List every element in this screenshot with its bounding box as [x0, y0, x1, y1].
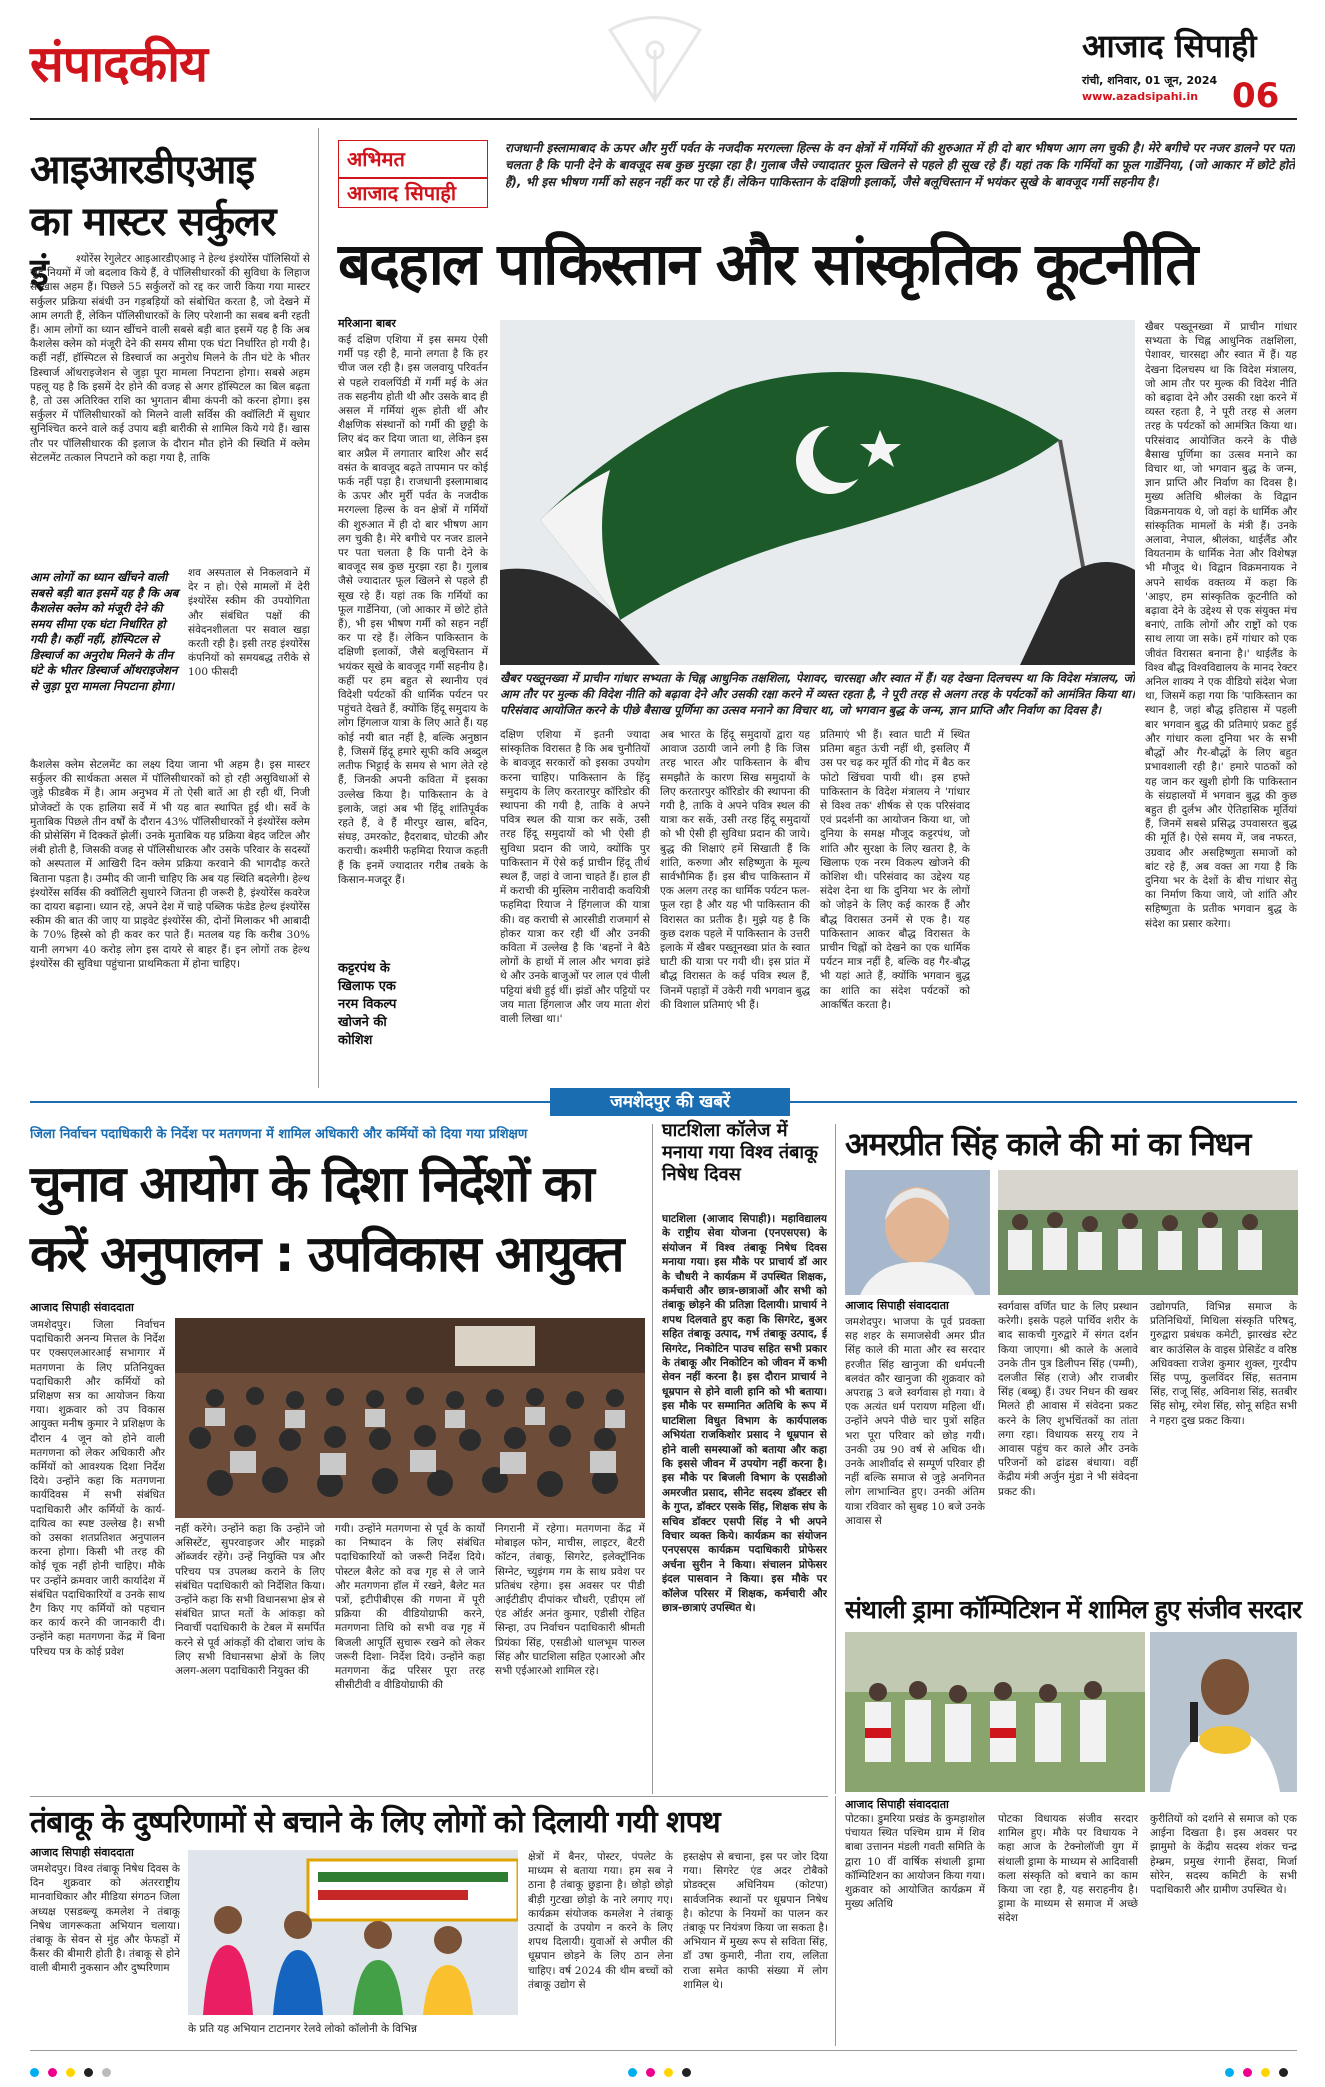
opinion-col-3: अब भारत के हिंदू समुदायों द्वारा यह आवाज उठायी जाने लगी है कि जिस तरह भारत और पाकिस्तान के बीच समझौते के कारण सिख समुदायों के लिए करतारपुर कॉरिडोर की स्थापना की गयी है, ताकि वे अपने पवित्र स्थल की यात्रा कर सकें, उसी तरह हिंदू समुदायों को भी ऐसी ही सुविधा प्रदान की जाये। बुद्ध की शिक्षाएं हमें सिखाती हैं कि शांति, करुणा और सहिष्णुता के मूल्य सार्वभौमिक हैं। इस बीच पाकिस्तान में एक अलग तरह का धार्मिक पर्यटन फल-फूल रहा है और यह भी पाकिस्तान की विरासत का प्रतीक है। मुझे यह है कि कुछ दशक पहले में पाकिस्तान के उत्तरी इलाके में खैबर पख्तूनख्वा प्रांत के स्वात घाटी की यात्रा पर गयी थी। इस प्रांत में बौद्ध विरासत के कई पवित्र स्थल हैं, जिनमें पहाड़ों में उकेरी गयी भगवान बुद्ध की विशाल प्रतिमाएं भी हैं। [660, 729, 810, 1011]
tobacco-col-1: जमशेदपुर। विश्व तंबाकू निषेध दिवस के दिन शुक्रवार को अंतरराष्ट्रीय मानवाधिकार और मीडिया संगठन जिला अध्यक्ष एसडब्ल्यू कमलेश ने तंबाकू निषेध जागरूकता अभियान चलाया। तंबाकू के सेवन से मुंह और फेफड़ों में कैंसर की बीमारी होती है। तंबाकू से होने वाली बीमारी नुकसान और दुष्परिणाम [30, 1863, 180, 1975]
dot-yellow [664, 2068, 673, 2077]
editorial-dropcap: इं [30, 250, 49, 294]
obituary-byline: आजाद सिपाही संवाददाता [845, 1299, 949, 1312]
pen-nib-icon [590, 10, 720, 105]
election-divider [652, 1124, 653, 1794]
dot-cyan [628, 2068, 637, 2077]
dot-grey [102, 2068, 111, 2077]
mla-speaking-photo [1150, 1632, 1297, 1792]
audience-illustration [175, 1318, 645, 1518]
opinion-col-1: कई दक्षिण एशिया में इस समय ऐसी गर्मी पड़ रही है, मानो लगता है कि हर चीज जल रही है। इस जलवायु परिवर्तन से पहले रावलपिंडी में गर्मी मई के अंत तक सहनीय होती थी और उसके बाद ही असल में गर्मियां शुरू होती थीं और शैक्षणिक संस्थानों को गर्मी की छुट्टी के लिए बंद कर दिया जाता था, लेकिन इस बार अप्रैल में लगातार बारिश और सर्द वसंत के बावजूद बढ़ते तापमान पर कोई फर्क नहीं पड़ा है। राजधानी इस्लामाबाद के ऊपर और मुर्री पर्वत के नजदीक मरगल्ला हिल्स के वन क्षेत्रों में गर्मियों की शुरुआत में ही दो बार भीषण आग लग चुकी है। मेरे बगीचे पर नजर डालने पर पता चलता है कि पानी देने के बावजूद सब कुछ मुरझा रहा है। गुलाब जैसे ज्यादातर फूल खिलने से पहले ही सूख रहे हैं। यहां तक कि गर्मियों का फूल गार्डेनिया, (जो आकार में छोटे होते हैं), भी इस भीषण गर्मी को सहन नहीं कर पा रहे हैं। लेकिन पाकिस्तान के दक्षिणी इलाकों, जैसे बलूचिस्तान में भयंकर सूखे के बावजूद गर्मी सहनीय है। कहीं पर हम बहुत से स्थानीय एवं विदेशी पर्यटकों की धार्मिक पर्यटन पर पहुंचते देखते हैं, क्योंकि हिंदू समुदाय के लोग हिंगलाज यात्रा के लिए आते हैं। यह कोई नयी बात नहीं है, बल्कि अनुष्ठान है, जिसमें हिंदू हमारे सूफी कवि अब्दुल लतीफ भिट्टाई के समय से भाग लेते रहे हैं, जिनकी अपनी कविता में इसका उल्लेख किया है। पाकिस्तान के वे इलाके, जहां अब भी हिंदू शांतिपूर्वक रहते हैं, वे हैं मीरपुर खास, बदिन, संघड़, उमरकोट, हैदराबाद, घोटकी और कराची। कश्मीरी फहमिदा रियाज कहती हैं कि इनमें ज्यादातर गरीब तबके के किसान-मजदूर हैं। [338, 334, 488, 886]
pull-quote-text: आम लोगों का ध्यान खींचने वाली सबसे बड़ी बात इसमें यह है कि अब कैशलेस क्लेम को मंजूरी देने की समय सीमा एक घंटा निर्धारित हो गयी है। कहीं नहीं, हॉस्पिटल से डिस्चार्ज का अनुरोध मिलने के तीन घंटे के भीतर डिस्चार्ज ऑथराइजेशन से जुड़ा पूरा मामला निपटाना होगा। [30, 570, 179, 693]
tobacco-byline: आजाद सिपाही संवाददाता [30, 1846, 134, 1859]
registration-dots-center [628, 2062, 695, 2081]
mourners-illustration [998, 1170, 1298, 1295]
obituary-col-1: जमशेदपुर। भाजपा के पूर्व प्रवक्ता सह शहर के समाजसेवी अमर प्रीत सिंह काले की माता और स्व सरदार हरजीत सिंह खानुजा की धर्मपत्नी बलवंत कौर खानुजा की शुक्रवार को अपराह्न 3 बजे स्वर्गवास हो गया। वे एक अत्यंत धर्म परायण महिला थीं। उन्होंने अपने पीछे चार पुत्रों सहित भरा पूरा परिवार को छोड़ गयी। उनकी उम्र 90 वर्ष से अधिक थी। उनके आशीर्वाद से सम्पूर्ण परिवार ही नहीं बल्कि समाज से जुड़े अनगिनत लोग लाभान्वित हुए। उनकी अंतिम यात्रा रविवार को सुबह 10 बजे उनके आवास से [845, 1316, 985, 1527]
dot-black [84, 2068, 93, 2077]
santhali-col-1: पोटका। डुमरिया प्रखंड के कुमड़ाशोल पंचायत स्थित पश्चिम ग्राम में शिव बाबा उत्तानन मंडली गवती समिति के द्वारा 10 वीं वार्षिक संथाली ड्रामा कॉम्पिटिशन का आयोजन किया गया। शुक्रवार को आयोजित कार्यक्रम में मुख्य अतिथि [845, 1813, 985, 1911]
date-line: रांची, शनिवार, 01 जून, 2024 [1082, 74, 1218, 87]
speaker-illustration [1150, 1632, 1297, 1792]
portrait-photo [845, 1170, 990, 1295]
obituary-col-2: स्वर्गवास वर्णित घाट के लिए प्रस्थान करेगी। इसके पहले पार्थिव शरीर के बाद साकची गुरुद्वारे में संगत दर्शन किया जाएगा। श्री काले के अलावे उनके तीन पुत्र डिलीपन सिंह (पम्मी), दलजीत सिंह (राजे) और राजबीर सिंह (बब्बू) हैं। उधर निधन की खबर मिलते ही आवास में संवेदना प्रकट करने के लिए शुभचिंतकों का तांता लगा रहा। विधायक सरयू राय ने आवास पहुंच कर काले और उनके परिजनों को ढांढस बंधाया। वहीं केंद्रीय मंत्री अर्जुन मुंडा ने भी संवेदना प्रकट की। [998, 1301, 1138, 1498]
obituary-headline: अमरप्रीत सिंह काले की मां का निधन [845, 1125, 1251, 1163]
dot-black [682, 2068, 691, 2077]
election-headline-2: करें अनुपालन : उपविकास आयुक्त [30, 1225, 623, 1283]
bottom-divider [835, 1796, 836, 2046]
election-col-3: गयी। उन्होंने मतगणना से पूर्व के कार्यों का निष्पादन के लिए संबंधित पदाधिकारियों को जरूरी निर्देश दिये। पोस्टल बैलेट को वज्र गृह से ले जाने और मतगणना हॉल में रखने, बैलेट मत पत्रों, इटीपीबीएस की गणना में पूरी प्रक्रिया की वीडियोग्राफी करने, मतगणना तिथि को सभी वज्र गृह में बिजली आपूर्ति सुचारू रखने को लेकर जरूरी दिशा- निर्देश दिये। उन्होंने कहा मतगणना केंद्र परिसर पूरा तरह सीसीटीवी व वीडियोग्राफी की [335, 1523, 485, 1692]
banner-label: जमशेदपुर की खबरें [550, 1088, 790, 1116]
dot-black [1279, 2068, 1288, 2077]
dot-magenta [48, 2068, 57, 2077]
santhali-headline: संथाली ड्रामा कॉम्पिटिशन में शामिल हुए संजीव सरदार [845, 1595, 1302, 1624]
tobacco-top-rule [30, 1796, 828, 1797]
dot-yellow [66, 2068, 75, 2077]
editorial-title-1: आइआरडीएआइ [30, 147, 255, 193]
dot-magenta [646, 2068, 655, 2077]
jamshedpur-banner [30, 1088, 1297, 1116]
dot-cyan [30, 2068, 39, 2077]
ghatshila-body: घाटशिला (आजाद सिपाही)। महाविद्यालय के राष्ट्रीय सेवा योजना (एनएसएस) के संयोजन में विश्व तंबाकू निषेध दिवस मनाया गया। इस मौके पर प्राचार्य डॉ आर के चौधरी ने कार्यक्रम में उपस्थित शिक्षक, कर्मचारी और छात्र-छात्राओं और सभी को तंबाकू छोड़ने की प्रतिज्ञा दिलायी। प्राचार्य ने शपथ दिलवाते हुए कहा कि सिगरेट, बुअर सहित तंबाकू उत्पाद, गर्भ तंबाकू उत्पाद, ई सिगरेट, निकोटिन पाउच सहित सभी प्रकार के तंबाकू और निकोटिन को जीवन में कभी सेवन नहीं करना है। इस दौरान प्राचार्य ने धूम्रपान से होने वाली हानि को भी बताया। इस मौके पर सम्मानित अतिथि के रूप में घाटशिला विधुत विभाग के कार्यपालक अभियंता राजकिशोर प्रसाद ने धूम्रपान से होने वाली समस्याओं को बताया और कहा कि इससे जीवन में उपयोग नहीं करना है। इस मौके पर बिजली विभाग के एसडीओ अमरजीत प्रसाद, सीनेट सदस्य डॉक्टर सी के गुप्त, डॉक्टर एसके सिंह, शिक्षक संघ के सचिव डॉक्टर एसपी सिंह ने भी अपने विचार व्यक्त किये। कार्यक्रम का संयोजन एनएसएस कार्यक्रम पदाधिकारी प्रोफेसर अर्चना सुरीन ने किया। संचालन प्रोफेसर इंदल पासवान ने किया। इस मौके पर कॉलेज परिसर में शिक्षक, कर्मचारी और छात्र-छात्राएं उपस्थित थे। [662, 1213, 827, 1614]
editorial-para-3: कैशलेस क्लेम सेटलमेंट का लक्ष्य दिया जाना भी अहम है। इस मास्टर सर्कुलर की सार्थकता असल में पॉलिसीधारकों को हो रही असुविधाओं से जुड़े फीडबैक में है। आम अनुभव में तो ऐसी बातें आ ही रही थीं, निजी प्रोजेक्टों के एक हालिया सर्वे में भी यह बात स्थापित हुई थी। सर्वे के मुताबिक पिछले तीन वर्षों के दौरान 43% पॉलिसीधारकों ने इंश्योरेंस क्लेम की प्रोसेसिंग में दिक्कतें झेलीं। उनके मुताबिक यह प्रक्रिया बेहद जटिल और लंबी होती है, जिसकी वजह से पॉलिसीधारक और उसके परिवार के सदस्यों को अस्पताल में आखिरी दिन क्लेम प्रक्रिया करवाने की भागदौड़ करते बिताना पड़ता है। उम्मीद की जानी चाहिए कि अब यह स्थिति बदलेगी। हेल्थ इंश्योरेंस सर्विस की क्वॉलिटी सुधारने जितना ही जरूरी है, इंश्योरेंस कवरेज का दायरा बढ़ाना। ध्यान रहे, अपने देश में चाहे पब्लिक फंडेड हेल्थ इंश्योरेंस स्कीम की बात की जाए या प्राइवेट इंश्योरेंस की, दोनों मिलाकर भी आबादी के 70% हिस्से को ही कवर कर पाते हैं। मतलब यह कि करीब 30% यानी लगभग 40 करोड़ लोग इस दायरे से बाहर हैं। इन लोगों तक हेल्थ इंश्योरेंस की सुविधा पहुंचाना प्राथमिकता में होना चाहिए। [30, 759, 310, 970]
tobacco-col-3: हस्तक्षेप से बचाना, इस पर जोर दिया गया। सिगरेट एंड अदर टोबैको प्रोडक्ट्स अधिनियम (कोटपा) सार्वजनिक स्थानों पर धूम्रपान निषेध है। कोटपा के नियमों का पालन कर तंबाकू पर नियंत्रण किया जा सकता है। अभियान में मुख्य रूप से सविता सिंह, डॉ उषा कुमारी, नीता राय, ललिता राजा समेत काफी संख्या में लोग शामिल थे। [683, 1851, 828, 1991]
opinion-col-4b [980, 728, 1130, 1080]
tobacco-col-0b: के प्रति यह अभियान टाटानगर रेलवे लोको कॉलोनी के विभिन्न [188, 2023, 418, 2035]
opinion-sidebar [338, 960, 418, 1080]
drama-stage-photo [845, 1632, 1145, 1792]
pakistan-flag-photo [500, 320, 1135, 665]
election-kicker: जिला निर्वाचन पदाधिकारी के निर्देश पर मतगणना में शामिल अधिकारी और कर्मियों को दिया गया प्रशिक्षण [30, 1127, 528, 1142]
training-hall-photo [175, 1318, 645, 1518]
editorial-title-2: का मास्टर सर्कुलर [30, 199, 276, 245]
photo-caption: खैबर पख्तूनख्वा में प्राचीन गांधार सभ्यता के चिह्न आधुनिक तक्षशिला, पेशावर, चारसद्दा और स्वात में हैं। यह देखना दिलचस्प था कि विदेश मंत्रालय, जो आम तौर पर मुल्क की विदेश नीति को बढ़ावा देने और उसकी रक्षा करने में व्यस्त रहता है, ने पूरी तरह से अलग तरह के पर्यटकों को आमंत्रित किया था। परिसंवाद आयोजित करने के पीछे बैसाख पूर्णिमा का उत्सव मनाने का विचार था, जो भगवान बुद्ध के जन्म, ज्ञान प्राप्ति और निर्वाण का दिवस है। [500, 671, 1135, 717]
pledge-photo [188, 1850, 518, 2015]
opinion-label [338, 140, 488, 208]
dot-cyan [1225, 2068, 1234, 2077]
mourners-photo [998, 1170, 1298, 1295]
santhali-byline: आजाद सिपाही संवाददाता [845, 1798, 949, 1811]
dot-yellow [1261, 2068, 1270, 2077]
registration-dots-right [1225, 2062, 1292, 2081]
obituary-col-3: उद्योगपति, विभिन्न समाज के प्रतिनिधियों, मिथिला संस्कृति परिषद्, गुरुद्वारा प्रबंधक कमेटी, झारखंड स्टेट बार काउंसिल के वाइस प्रेसिडेंट व वरिष्ठ अधिवक्ता राजेश कुमार शुक्ल, गुरदीप सिंह पप्पू, कुलविंदर सिंह, सतनाम सिंह, राजू सिंह, अविनाश सिंह, सतबीर सिंह सोमू, रमेश सिंह, सोनू सहित सभी ने गहरा दुख प्रकट किया। [1150, 1301, 1297, 1427]
opinion-label-top: अभिमत [347, 147, 405, 171]
paper-name: आजाद सिपाही [1082, 27, 1257, 65]
opinion-headline: बदहाल पाकिस्तान और सांस्कृतिक कूटनीति [338, 230, 1197, 298]
registration-dots-left [30, 2062, 115, 2081]
ghatshila-headline: घाटशिला कॉलेज में मनाया गया विश्व तंबाकू निषेध दिवस [662, 1120, 818, 1185]
masthead-rule [30, 118, 1297, 120]
editorial-para-2: शव अस्पताल से निकलवाने में देर न हो। ऐसे मामलों में देरी इंश्योरेंस स्कीम की उपयोगिता और संबंधित पक्षों की संवेदनशीलता पर सवाल खड़ा करती रही है। इसी तरह इंश्योरेंस कंपनियों को समयबद्ध तरीके से 100 फीसदी [188, 567, 310, 679]
election-col-4: निगरानी में रहेगा। मतगणना केंद्र में मोबाइल फोन, माचीस, लाइटर, बैटरी कॉटन, तंबाकू, सिगरेट, इलेक्ट्रॉनिक सिग्नेट, च्युइंगम गम के साथ प्रवेश पर प्रतिबंध रहेगा। इस अवसर पर पीडी आईटीडीए दीपांकर चौधरी, एडीएम लॉ एंड ऑर्डर अनंत कुमार, एडीसी रोहित सिन्हा, उप निर्वाचन पदाधिकारी श्रीमती प्रियंका सिंह, एसडीओ धालभूम पारुल सिंह और घाटशिला सहित एआरओ और सभी एईआरओ शामिल रहे। [495, 1523, 645, 1678]
opinion-author: मरिआना बाबर [338, 317, 396, 330]
opinion-col-2: दक्षिण एशिया में इतनी ज्यादा सांस्कृतिक विरासत है कि अब चुनौतियों के बावजूद सरकारों को इसका उपयोग करना चाहिए। पाकिस्तान के हिंदू समुदाय के लिए करतारपुर कॉरिडोर की स्थापना की गयी है, ताकि वे अपने पवित्र स्थल की यात्रा कर सकें, उसी तरह हिंदू समुदायों को भी ऐसी ही सुविधा प्रदान की जाये, क्योंकि पुर पाकिस्तान में ऐसे कई प्राचीन हिंदू तीर्थ स्थल हैं, जहां वे जाना चाहते हैं। हाल ही में कराची की मुस्लिम नारीवादी कवयित्री फहमिदा रियाज ने हिंगलाज की यात्रा की। वह कराची से आरसीडी राजमार्ग से होकर यात्रा कर रही थीं और उनकी कविता में उल्लेख है कि 'बहनों ने बैठे लोगों के हाथों में लाल और भगवा झंडे थे और उनके बाजुओं पर लाल एवं पीली पट्टियां बंधी हुई थीं। झंडों और पट्टियों पर जय माता हिंगलाज और जय माता शेरां वाली लिखा था।' [500, 729, 650, 1026]
dot-magenta [1243, 2068, 1252, 2077]
section-title: संपादकीय [30, 35, 208, 93]
editorial-pull-quote [30, 570, 180, 740]
portrait-illustration [845, 1170, 990, 1295]
website[interactable]: www.azadsipahi.in [1082, 90, 1199, 103]
opinion-intro: राजधानी इस्लामाबाद के ऊपर और मुर्री पर्वत के नजदीक मरगल्ला हिल्स के वन क्षेत्रों में गर्मियों की शुरुआत में ही दो बार भीषण आग लग चुकी है। मेरे बगीचे पर नजर डालने पर पता चलता है कि पानी देने के बावजूद सब कुछ मुरझा रहा है। गुलाब जैसे ज्यादातर फूल खिलने से पहले ही सूख रहे हैं। यहां तक कि गर्मियों का फूल गार्डेनिया, (जो आकार में छोटे होते हैं), भी इस भीषण गर्मी को सहन नहीं कर पा रहे हैं। लेकिन पाकिस्तान के दक्षिणी इलाकों, जैसे बलूचिस्तान में भयंकर सूखे के बावजूद गर्मी सहनीय है। [505, 141, 1295, 189]
sidebar-text: कट्टरपंथ के खिलाफ एक नरम विकल्प खोजने की कोशिश [338, 961, 397, 1048]
santhali-col-2: पोटका विधायक संजीव सरदार शामिल हुए। मौके पर विधायक ने कहा आज के टेक्नोलॉजी युग में संथाली ड्रामा के माध्यम से आदिवासी कला संस्कृति को बचाने का काम किया जा रहा है, यह सराहनीय है। ड्रामा के माध्यम से समाज में अच्छे संदेश [998, 1813, 1138, 1925]
opinion-col-4: प्रतिमाएं भी हैं। स्वात घाटी में स्थित प्रतिमा बहुत ऊंची नहीं थी, इसलिए मैं उस पर चढ़ कर मूर्ति की गोद में बैठ कर फोटो खिंचवा पायी थी। इस हफ्ते पाकिस्तान के विदेश मंत्रालय ने 'गांधार से विश्व तक' शीर्षक से एक परिसंवाद एवं प्रदर्शनी का आयोजन किया था, जो दुनिया के समक्ष मौजूद कट्टरपंथ, जो शांति और सुरक्षा के लिए खतरा है, के खिलाफ एक नरम विकल्प खोजने की कोशिश थी। परिसंवाद का उद्देश्य यह संदेश देना था कि दुनिया भर के लोगों को जोड़ने के लिए कई कारक हैं और बौद्ध विरासत उनमें से एक है। यह पाकिस्तान आकर बौद्ध विरासत के प्राचीन चिह्नों को देखने का एक धार्मिक पर्यटन मात्र नहीं है, बल्कि वह गैर-बौद्ध भी यहां आते हैं, क्योंकि भगवान बुद्ध का शांति का संदेश पर्यटकों को आकर्षित करता है। [820, 729, 970, 1011]
pledge-illustration [188, 1850, 518, 2015]
ghatshila-divider [835, 1124, 836, 1794]
page-number [1228, 78, 1296, 114]
opinion-col-1b [425, 960, 488, 1080]
flag-illustration [500, 320, 1135, 665]
opinion-label-bottom: आजाद सिपाही [339, 177, 487, 207]
opinion-col-5: खैबर पख्तूनख्वा में प्राचीन गांधार सभ्यता के चिह्न आधुनिक तक्षशिला, पेशावर, चारसद्दा और स्वात में हैं। यह देखना दिलचस्प था कि विदेश मंत्रालय, जो आम तौर पर मुल्क की विदेश नीति को बढ़ावा देने और उसकी रक्षा करने में व्यस्त रहता है, ने पूरी तरह से अलग तरह के पर्यटकों को आमंत्रित किया था। परिसंवाद आयोजित करने के पीछे बैसाख पूर्णिमा का उत्सव मनाने का विचार था, जो भगवान बुद्ध के जन्म, ज्ञान प्राप्ति और निर्वाण का दिवस है। मुख्य अतिथि श्रीलंका के विद्वान विक्रमनायक थे, जो वहां के धार्मिक और सांस्कृतिक मामलों के मंत्री हैं। उनके अलावा, नेपाल, श्रीलंका, थाईलैंड और वियतनाम के धार्मिक नेता और विशेषज्ञ भी मौजूद थे। विद्वान विक्रमनायक ने अपने सार्थक वक्तव्य में कहा कि 'आइए, हम सांस्कृतिक कूटनीति को बढ़ावा देने के उद्देश्य से एक संयुक्त मंच बनाएं, ताकि लोगों और राष्ट्रों को एक साथ लाया जा सके। हमें गांधार को एक जीवंत विरासत बनाना है।' थाईलैंड के विश्व बौद्ध विश्वविद्यालय के मानद रेक्टर अनिल शाक्य ने एक वीडियो संदेश भेजा था, जिसमें कहा गया कि 'पाकिस्तान का स्थान है, जहां बौद्ध इतिहास में पहली बार भगवान बुद्ध की प्रतिमाएं प्रकट हुई और गांधार कला दुनिया भर के सभी बौद्धों और गैर-बौद्धों के लिए बहुत प्रभावशाली रही है।' हमारे पाठकों को यह जान कर खुशी होगी कि पाकिस्तान के संग्रहालयों में भगवान बुद्ध की कुछ बहुत ही दुर्लभ और ऐतिहासिक मूर्तियां हैं, जिनमें सबसे प्रसिद्ध उपवासरत बुद्ध की मूर्ति है। ऐसे समय में, जब नफरत, उग्रवाद और असहिष्णुता समाजों को बांट रहे हैं, अब वक्त आ गया है कि दुनिया भर के देशों के बीच गांधार सेतु का निर्माण किया जाये, जो शांति और सहिष्णुता के प्रतीक भगवान बुद्ध के संदेश का प्रसार करेगा। [1145, 321, 1297, 930]
tobacco-col-2: क्षेत्रों में बैनर, पोस्टर, पंपलेट के माध्यम से बताया गया। हम सब ने ठाना है तंबाकू छुड़ाना है। छोड़ो छोड़ो बीड़ी गुटखा छोड़ो के नारे लगाए गए। कार्यक्रम संयोजक कमलेश ने तंबाकू उत्पादों के उपयोग न करने के लिए शपथ दिलायी। युवाओं से अपील की धूम्रपान छोड़ने के लिए ठान लेना चाहिए। वर्ष 2024 की थीम बच्चों को तंबाकू उद्योग से [528, 1851, 673, 1991]
election-byline: आजाद सिपाही संवाददाता [30, 1301, 134, 1314]
page-number-text: 06 [1232, 76, 1280, 116]
footer-rule [30, 2050, 1297, 2051]
election-col-1: जमशेदपुर। जिला निर्वाचन पदाधिकारी अनन्य मित्तल के निर्देश पर एक्सएलआरआई सभागार में मतगणना के लिए प्रतिनियुक्त पदाधिकारी और कर्मियों को प्रशिक्षण सत्र का आयोजन किया गया। शुक्रवार को उप विकास आयुक्त मनीष कुमार ने प्रशिक्षण के दौरान 4 जून को होने वाली मतगणना को लेकर अधिकारी और कर्मियों को आवश्यक दिशा निर्देश दिये। उन्होंने कहा कि मतगणना कार्यदिवस में सभी संबंधित पदाधिकारी और कर्मियों के कार्य-दायित्व का स्पष्ट उल्लेख है। सभी को उसका शतप्रतिशत अनुपालन करना होगा। किसी भी तरह की कोई चूक नहीं होनी चाहिए। मौके पर उन्होंने क्रमवार जारी कार्यादेश में संबंधित पदाधिकारियों व उनके साथ टैग किए गए कर्मियों को पहचान कर कार्य करने की जानकारी दी। उन्होंने कहा मतगणना केंद्र में बिना परिचय पत्र के कोई प्रवेश [30, 1319, 165, 1658]
editorial-para-1: श्योरेंस रेगुलेटर आइआरडीएआइ ने हेल्थ इंश्योरेंस पॉलिसियों से जुड़े नियमों में जो बदलाव किये हैं, वे पॉलिसीधारकों की सुविधा के लिहाज से खास अहम हैं। पिछले 55 सर्कुलरों को रद्द कर जारी किया गया मास्टर सर्कुलर प्रक्रिया संबंधी उन गड़बड़ियों को संबोधित करता है, जो देखने में आम लगती हैं, लेकिन पॉलिसीधारकों के लिए परेशानी का सबब बनी रहती हैं। आम लोगों का ध्यान खींचने वाली सबसे बड़ी बात इसमें यह है कि अब कैशलेस क्लेम को मंजूरी देने की समय सीमा एक घंटा निर्धारित हो गयी है। कहीं नहीं, हॉस्पिटल से डिस्चार्ज का अनुरोध मिलने के तीन घंटे के भीतर डिस्चार्ज ऑथराइजेशन से जुड़ा पूरा मामला निपटाना होगा। सबसे अहम पहलू यह है कि इसमें देर होने की वजह से अगर हॉस्पिटल का बिल बढ़ता है, तो उस अतिरिक्त राशि का भुगतान बीमा कंपनी को करना होगा। इस सर्कुलर में पॉलिसीधारकों को मिलने वाली सर्विस की क्वॉलिटी में सुधार सुनिश्चित करने वाले कई उपाय बड़ी बारीकी से शामिल किये गये हैं। खास तौर पर पॉलिसीधारक की इलाज के दौरान मौत होने की स्थिति में क्लेम सेटलमेंट तत्काल निपटाने को कहा गया है, ताकि [30, 253, 310, 464]
masthead [0, 0, 1325, 118]
election-col-2: नहीं करेंगे। उन्होंने कहा कि उन्होंने जो असिस्टेंट, सुपरवाइजर और माइक्रो ऑब्जर्वर रहेंगे। उन्हें नियुक्ति पत्र और परिचय पत्र उपलब्ध कराने के लिए संबंधित पदाधिकारी को निर्देशित किया। उन्होंने कहा कि सभी विधानसभा क्षेत्र से संबंधित प्राप्त मतों के आंकड़ा को निवार्ची पदाधिकारी के टेबल में समर्पित करने से पूर्व आंकड़ों की दोबारा जांच के लिए सभी विधानसभा क्षेत्रों के लिए अलग-अलग पदाधिकारी नियुक्त की [175, 1523, 325, 1678]
election-headline-1: चुनाव आयोग के दिशा निर्देशों का [30, 1155, 593, 1213]
stage-illustration [845, 1632, 1145, 1792]
tobacco-headline: तंबाकू के दुष्परिणामों से बचाने के लिए लोगों को दिलायी गयी शपथ [30, 1805, 720, 1840]
editorial-column-divider [318, 128, 319, 1088]
santhali-col-3: कुरीतियों को दर्शाने से समाज को एक आईना दिखता है। इस अवसर पर झामुमो के केंद्रीय सदस्य शंकर चन्द्र हेम्ब्रम, प्रमुख रंगानी हेंसदा, मिर्जा सोरेन, सदस्य कमिटी के सभी पदाधिकारी और ग्रामीण उपस्थित थे। [1150, 1813, 1297, 1897]
